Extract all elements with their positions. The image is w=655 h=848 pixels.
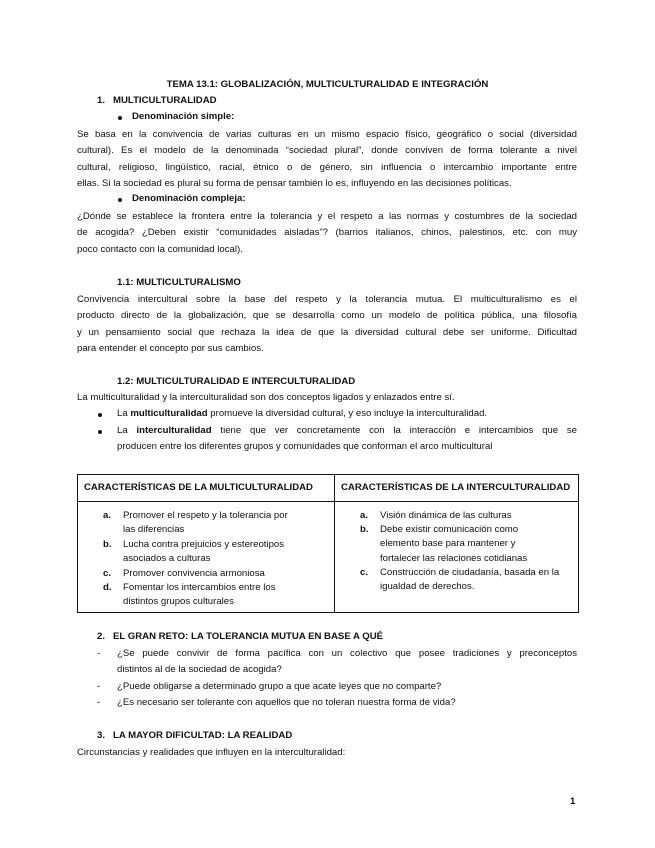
paragraph-line: y un pensamiento social que rechaza la idea de que la diversidad cultural debe ser uniforme. Dificultad bbox=[77, 326, 577, 338]
table-header-interculturalidad: CARACTERÍSTICAS DE LA INTERCULTURALIDAD bbox=[335, 475, 579, 502]
bullet-text: promueve la diversidad cultural, y eso incluye la interculturalidad. bbox=[207, 408, 488, 419]
list-label: d. bbox=[103, 582, 112, 593]
question-line: ¿Se puede convivir de forma pacífica con un colectivo que posee tradiciones y preconceptos bbox=[117, 648, 577, 659]
list-text: elemento base para mantener y bbox=[380, 538, 516, 550]
list-item bbox=[360, 566, 559, 595]
paragraph-line: ¿Dónde se establece la frontera entre la tolerancia y el respeto a las normas y costumbres de la sociedad bbox=[77, 211, 577, 222]
paragraph-line: ellas. Si la sociedad es plural su forma de pensar también lo es, influyendo en las decisiones políticas. bbox=[77, 178, 512, 190]
question-line: distintos al de la sociedad de acogida? bbox=[117, 664, 282, 675]
paragraph-line: cultural). Es el modelo de la denominada “sociedad plural”, donde conviven de forma tolerante a nivel bbox=[77, 145, 577, 157]
list-text: distintos grupos culturales bbox=[123, 596, 234, 608]
bullet-text: La bbox=[117, 425, 137, 436]
section-1-2-intro: La multiculturalidad y la interculturalidad son dos conceptos ligados y enlazados entre sí. bbox=[77, 392, 455, 403]
compleja-paragraph bbox=[77, 209, 577, 258]
section-3-intro: Circunstancias y realidades que influyen en la interculturalidad: bbox=[77, 747, 346, 758]
list-text: Lucha contra prejuicios y estereotipos bbox=[123, 539, 285, 550]
paragraph-line: cultural, religioso, lingüístico, racial, étnico o de género, sin influencia o intercambio importante entre bbox=[77, 161, 577, 173]
list-text: Promover convivencia armoniosa bbox=[123, 568, 265, 579]
paragraph-line: poco contacto con la comunidad local). bbox=[77, 243, 243, 255]
list-text: fortalecer las relaciones cotidianas bbox=[380, 552, 528, 564]
list-text: igualdad de derechos. bbox=[380, 581, 475, 593]
multiculturalidad-bullet bbox=[117, 408, 487, 419]
list-label: a. bbox=[103, 510, 112, 521]
interculturalidad-bullet-line2: producen entre los diferentes grupos y comunidades que conforman el arco multicultural bbox=[117, 441, 493, 452]
section-1-2-heading: 1.2: MULTICULTURALIDAD E INTERCULTURALIDAD bbox=[117, 376, 356, 387]
simple-label: Denominación simple: bbox=[132, 111, 235, 122]
compleja-label: Denominación compleja: bbox=[132, 193, 246, 204]
document-title: TEMA 13.1: GLOBALIZACIÓN, MULTICULTURALIDAD E INTEGRACIÓN bbox=[166, 79, 489, 90]
table-header-multiculturalidad: CARACTERÍSTICAS DE LA MULTICULTURALIDAD bbox=[78, 475, 335, 502]
paragraph-line: Convivencia intercultural sobre la base del respeto y la tolerancia mutua. El multiculturalismo es el bbox=[77, 294, 577, 305]
bullet-text: tiene que ver concretamente con la interacción e intercambios que se bbox=[211, 425, 577, 436]
list-label: c. bbox=[103, 568, 112, 579]
list-item bbox=[103, 567, 265, 581]
dash-icon: - bbox=[97, 697, 101, 708]
characteristics-table bbox=[77, 474, 579, 613]
list-label: c. bbox=[360, 567, 369, 578]
bullet-icon bbox=[98, 413, 102, 417]
dash-icon: - bbox=[97, 681, 101, 692]
bullet-icon bbox=[118, 116, 122, 120]
question-line: ¿Es necesario ser tolerante con aquellos que no toleran nuestra forma de vida? bbox=[117, 697, 456, 708]
paragraph-line: para entender el concepto por sus cambios. bbox=[77, 343, 264, 355]
list-label: a. bbox=[360, 510, 369, 521]
list-item bbox=[360, 509, 512, 523]
section-1-1-heading: 1.1: MULTICULTURALISMO bbox=[117, 277, 241, 288]
list-text: asociados a culturas bbox=[123, 553, 211, 565]
list-label: b. bbox=[360, 524, 369, 535]
list-text: Promover el respeto y la tolerancia por bbox=[123, 510, 288, 521]
section-2-heading: 2. EL GRAN RETO: LA TOLERANCIA MUTUA EN BASE A QUÉ bbox=[97, 631, 384, 642]
list-item bbox=[103, 538, 284, 567]
bullet-term: multiculturalidad bbox=[130, 408, 208, 419]
section-3-heading: 3. LA MAYOR DIFICULTAD: LA REALIDAD bbox=[97, 730, 293, 741]
list-text: Debe existir comunicación como bbox=[380, 524, 519, 535]
list-item bbox=[103, 509, 288, 538]
simple-paragraph bbox=[77, 127, 577, 193]
list-text: Construcción de ciudadanía, basada en la bbox=[380, 567, 560, 578]
section-1-heading: 1. MULTICULTURALIDAD bbox=[97, 95, 217, 106]
bullet-text: La bbox=[117, 408, 131, 419]
multiculturalismo-paragraph bbox=[77, 292, 577, 358]
interculturalidad-bullet bbox=[117, 425, 577, 436]
list-text: Visión dinámica de las culturas bbox=[380, 510, 512, 521]
paragraph-line: producto directo de la globalización, que se desarrolla como un modelo de política pública, una filosofía bbox=[77, 310, 577, 322]
interculturalidad-cell bbox=[335, 502, 579, 613]
page-number: 1 bbox=[570, 796, 576, 807]
list-item bbox=[103, 581, 276, 610]
list-item bbox=[360, 523, 527, 566]
bullet-icon bbox=[118, 198, 122, 202]
paragraph-line: Se basa en la convivencia de varias culturas en un mismo espacio físico, geográfico o social (diversidad bbox=[77, 129, 577, 140]
question-line: ¿Puede obligarse a determinado grupo a que acate leyes que no comparte? bbox=[117, 681, 442, 692]
bullet-term: interculturalidad bbox=[136, 425, 212, 436]
dash-icon: - bbox=[97, 648, 101, 659]
list-label: b. bbox=[103, 539, 112, 550]
list-text: Fomentar los intercambios entre los bbox=[123, 582, 276, 593]
list-text: las diferencias bbox=[123, 524, 185, 536]
bullet-icon bbox=[98, 430, 102, 434]
paragraph-line: de acogida? ¿Deben existir “comunidades aisladas”? (barrios italianos, chinos, palestinos, etc. con muy bbox=[77, 227, 577, 239]
multiculturalidad-cell bbox=[78, 502, 335, 613]
